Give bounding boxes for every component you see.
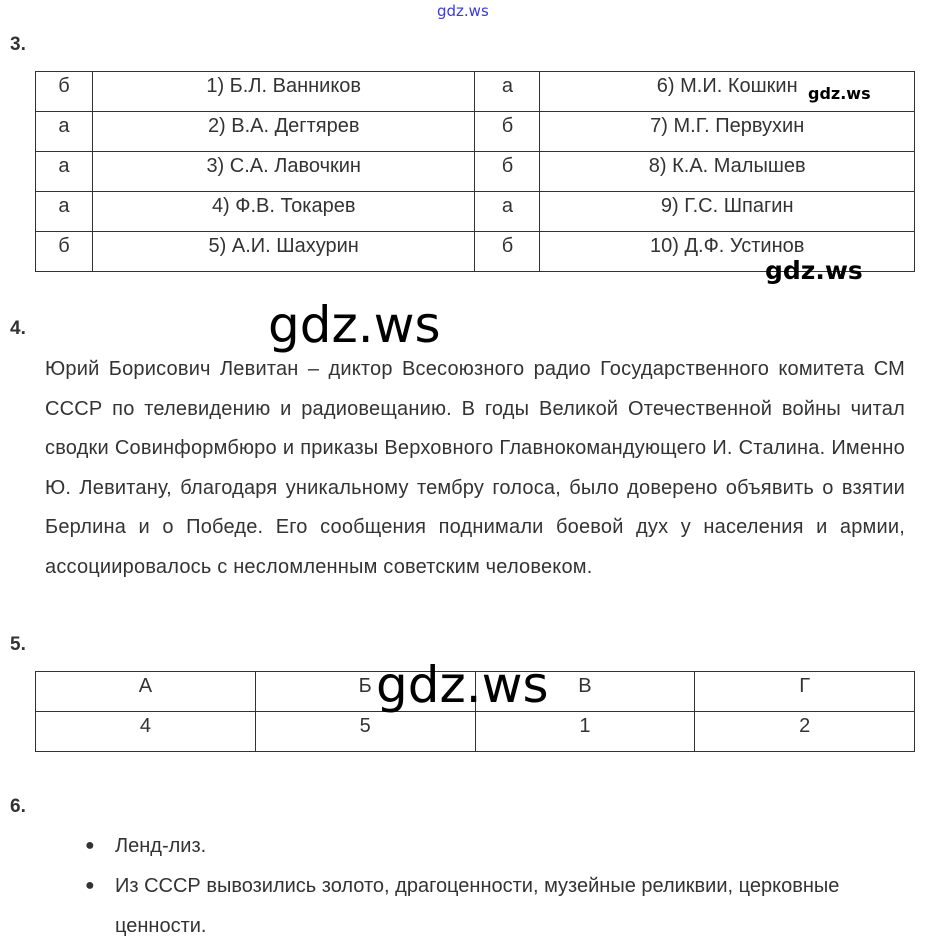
watermark-medium: gdz.ws (765, 256, 863, 285)
answer-letter-cell: а (36, 112, 93, 152)
value-cell: 1 (475, 712, 695, 752)
list-item-text: Из СССР вывозились золото, драгоценности, музейные реликвии, церковные ценности. (115, 875, 840, 937)
section-4-paragraph: Юрий Борисович Левитан – диктор Всесоюзного радио Государственного комитета СМ СССР по телевидению и радиовещанию. В годы Великой Отечественной войны читал сводки Совинформбюро и приказы Верховного Главнокомандующего И. Сталина. Именно Ю. Левитану, благодаря уникальному тембру голоса, было доверено объявить о взятии Берлина и о Победе. Его сообщения поднимали боевой дух у населения и армии, ассоциировалось с несломленным советским человеком. (45, 358, 905, 578)
section-3-number: 3. (10, 34, 26, 55)
answer-letter-cell: б (475, 232, 540, 272)
person-name-cell: 6) М.И. Кошкин (540, 72, 915, 112)
watermark-top: gdz.ws (437, 2, 489, 20)
answer-letter-cell: а (36, 192, 93, 232)
person-name-cell: 8) К.А. Малышев (540, 152, 915, 192)
header-cell: А (36, 672, 256, 712)
table-row (36, 152, 915, 192)
table-row (36, 112, 915, 152)
person-name-cell: 2) В.А. Дегтярев (92, 112, 475, 152)
bullet-icon: ● (85, 877, 95, 894)
person-name-cell: 7) М.Г. Первухин (540, 112, 915, 152)
table-row (36, 712, 915, 752)
list-item-text: Ленд-лиз. (115, 835, 207, 857)
watermark-large: gdz.ws (376, 656, 549, 714)
value-cell: 2 (695, 712, 915, 752)
table-row (36, 72, 915, 112)
answer-letter-cell: а (475, 72, 540, 112)
person-name-cell: 3) С.А. Лавочкин (92, 152, 475, 192)
person-name-cell: 1) Б.Л. Ванников (92, 72, 475, 112)
person-name-cell: 4) Ф.В. Токарев (92, 192, 475, 232)
section-6-list (85, 826, 865, 946)
list-item (85, 826, 865, 866)
answer-letter-cell: б (475, 112, 540, 152)
bullet-icon: ● (85, 837, 95, 854)
header-cell: Б (255, 672, 475, 712)
watermark-large: gdz.ws (268, 296, 441, 354)
person-name-cell: 9) Г.С. Шпагин (540, 192, 915, 232)
answer-letter-cell: а (475, 192, 540, 232)
person-name-cell: 10) Д.Ф. Устинов (540, 232, 915, 272)
person-name-cell: 5) А.И. Шахурин (92, 232, 475, 272)
answer-letter-cell: б (36, 72, 93, 112)
answer-letter-cell: а (36, 152, 93, 192)
watermark-small: gdz.ws (808, 84, 871, 103)
section-6-number: 6. (10, 796, 26, 817)
value-cell: 4 (36, 712, 256, 752)
section-4-number: 4. (10, 318, 26, 339)
list-item (85, 866, 865, 946)
section-5-number: 5. (10, 634, 26, 655)
header-cell: Г (695, 672, 915, 712)
section-3-table (35, 71, 915, 272)
answer-letter-cell: б (36, 232, 93, 272)
header-cell: В (475, 672, 695, 712)
table-row (36, 192, 915, 232)
answer-letter-cell: б (475, 152, 540, 192)
value-cell: 5 (255, 712, 475, 752)
